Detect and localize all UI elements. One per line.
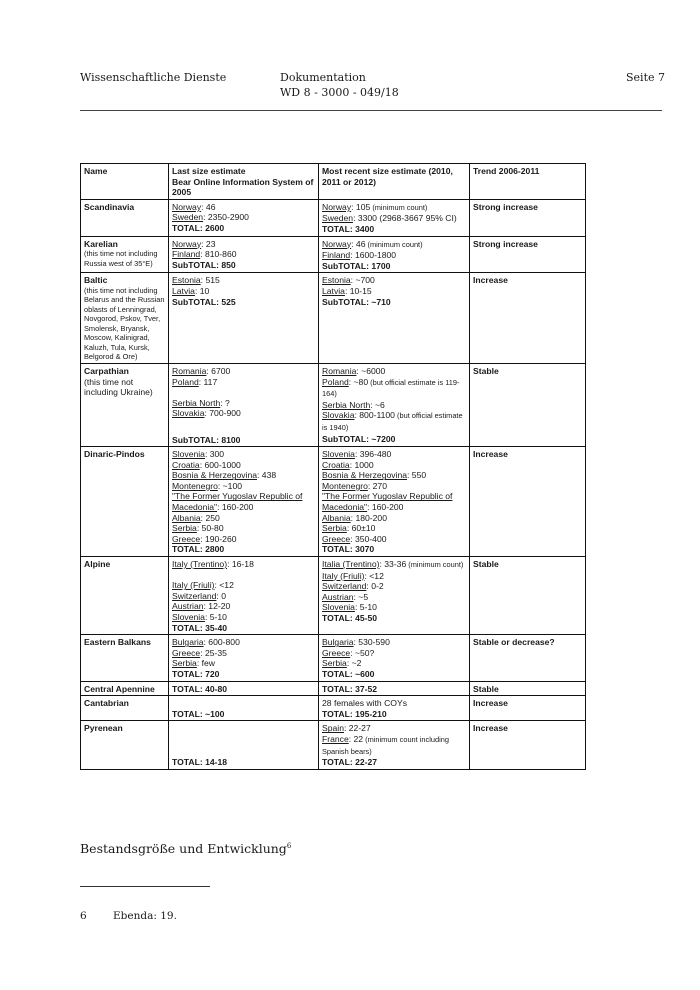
country-link[interactable]: Switzerland <box>172 590 217 601</box>
country-link[interactable]: Macedonia" <box>172 502 218 513</box>
country-link[interactable]: "The Former Yugoslav Republic of <box>172 491 303 502</box>
value-note: (minimum count) <box>370 202 428 212</box>
country-link[interactable]: Spain <box>322 723 344 734</box>
header-last-l1: Last size estimate <box>172 166 246 176</box>
last-estimate-cell: TOTAL: 40-80 <box>169 681 319 696</box>
country-link[interactable]: Serbia <box>322 658 347 669</box>
trend-cell: Stable <box>470 363 586 446</box>
value: : 23 <box>201 238 216 249</box>
table-header-row <box>81 164 586 200</box>
region-name: Alpine <box>81 557 169 635</box>
last-estimate-cell <box>169 696 319 721</box>
value: : 180-200 <box>350 512 387 523</box>
trend-cell: Increase <box>470 696 586 721</box>
total: SubTOTAL: ~7200 <box>322 433 396 444</box>
value: : 33-36 <box>379 559 407 570</box>
header-divider <box>80 110 662 111</box>
country-link[interactable]: Bosnia & Herzegovina <box>322 470 408 481</box>
caption-footnote-ref[interactable]: 6 <box>286 841 292 850</box>
country-link[interactable]: Serbia <box>172 658 197 669</box>
country-link[interactable]: Serbia <box>172 523 197 534</box>
header-doc-type: Dokumentation <box>280 71 366 84</box>
region-note: (this time not including Belarus and the Russian oblasts of Lenningrad, Novgorod, Pskov, Tver, Smolensk, Bryansk, Moscow, Kalinigrad, Kaluzh, Tula, Kursk, Belgorod & Ore) <box>84 285 165 362</box>
value: : ? <box>220 397 230 408</box>
region-name: Cantabrian <box>81 696 169 721</box>
country-link[interactable]: Estonia <box>322 275 351 286</box>
country-link[interactable]: Latvia <box>322 285 345 296</box>
value: : few <box>196 658 215 669</box>
country-link[interactable]: Bulgaria <box>322 637 354 648</box>
value: : 5-10 <box>204 612 227 622</box>
country-link[interactable]: Greece <box>322 533 351 544</box>
header-last-estimate <box>169 164 319 200</box>
trend-cell: Stable <box>470 557 586 635</box>
table-caption <box>80 841 291 856</box>
total: SubTOTAL: ~710 <box>322 296 391 307</box>
country-link[interactable]: Estonia <box>172 275 201 286</box>
table-row <box>81 557 586 635</box>
region-cell <box>81 363 169 446</box>
value: : 700-900 <box>204 408 241 419</box>
value-note: (but official estimate is 119-164) <box>322 377 460 399</box>
country-link[interactable]: Slovenia <box>172 612 205 622</box>
total: TOTAL: 2600 <box>172 222 225 233</box>
header-last-l2: Bear Online Information System of 2005 <box>172 176 314 198</box>
total: SubTOTAL: 850 <box>172 259 236 270</box>
recent-estimate-cell <box>319 696 470 721</box>
header-institution: Wissenschaftliche Dienste <box>80 71 227 84</box>
region-note: (this time not including Ukraine) <box>84 376 153 398</box>
trend-cell: Strong increase <box>470 236 586 273</box>
region-name: Pyrenean <box>81 721 169 769</box>
recent-estimate-cell <box>319 557 470 635</box>
trend-cell: Increase <box>470 447 586 557</box>
country-link[interactable]: Norway <box>322 201 352 212</box>
country-link[interactable]: Macedonia" <box>322 502 368 513</box>
header-page-number: Seite 7 <box>626 71 665 84</box>
value: : ~2 <box>346 658 362 669</box>
value: : 396-480 <box>354 449 392 460</box>
value-note: (minimum count) <box>406 560 464 570</box>
last-estimate-cell <box>169 447 319 557</box>
country-link[interactable]: Poland <box>172 376 199 387</box>
table-row <box>81 447 586 557</box>
recent-estimate-cell <box>319 721 470 769</box>
country-link[interactable]: Bosnia & Herzegovina <box>172 470 258 481</box>
total: TOTAL: 195-210 <box>322 708 387 719</box>
recent-estimate-cell <box>319 363 470 446</box>
value: : 1000 <box>349 459 374 470</box>
country-link[interactable]: Switzerland <box>322 581 367 592</box>
value: : 270 <box>367 480 387 491</box>
country-link[interactable]: Greece <box>172 647 201 658</box>
region-name: Baltic <box>84 275 108 286</box>
last-estimate-cell <box>169 273 319 364</box>
value: : ~50? <box>350 647 375 658</box>
value-note: (minimum count) <box>365 239 423 249</box>
country-link[interactable]: Montenegro <box>322 480 368 491</box>
country-link[interactable]: Croatia <box>322 459 350 470</box>
recent-estimate-cell <box>319 273 470 364</box>
value: : 1600-1800 <box>350 250 397 261</box>
country-link[interactable]: Latvia <box>172 285 195 296</box>
country-link[interactable]: Sweden <box>172 212 204 223</box>
country-link[interactable]: Italia (Trentino) <box>322 559 380 570</box>
table-row <box>81 696 586 721</box>
value: : 3300 (2968-3667 95% CI) <box>353 213 457 224</box>
value: : 46 <box>351 238 366 249</box>
region-name: Scandinavia <box>81 199 169 236</box>
value: : 5-10 <box>354 602 377 613</box>
value: : 515 <box>200 275 220 286</box>
total: TOTAL: 3070 <box>322 544 375 555</box>
last-estimate-cell <box>169 236 319 273</box>
total: TOTAL: 22-27 <box>322 757 378 768</box>
value: : 300 <box>204 449 225 460</box>
country-link[interactable]: Sweden <box>322 213 354 224</box>
region-name: Carpathian <box>84 365 129 376</box>
value: : 50-80 <box>196 523 224 534</box>
value: : 12-20 <box>203 601 231 612</box>
last-estimate-cell <box>169 721 319 769</box>
last-estimate-cell <box>169 363 319 446</box>
country-link[interactable]: Slovakia <box>322 410 355 421</box>
value: : 530-590 <box>353 637 390 648</box>
country-link[interactable]: Albania <box>322 512 351 523</box>
value: : 550 <box>407 470 427 481</box>
country-link[interactable]: Norway <box>322 238 352 249</box>
value: : ~5 <box>353 591 369 602</box>
country-link[interactable]: Italy (Trentino) <box>172 559 228 570</box>
country-link[interactable]: Slovenia <box>322 602 355 613</box>
value: : 22 <box>348 733 364 744</box>
total: TOTAL: 2800 <box>172 544 225 555</box>
total: TOTAL: ~100 <box>172 708 225 719</box>
value: : 10 <box>194 285 210 296</box>
country-link[interactable]: Slovenia <box>322 449 355 460</box>
country-link[interactable]: Montenegro <box>172 480 218 491</box>
trend-cell: Stable <box>470 681 586 696</box>
value: : 350-400 <box>350 533 387 544</box>
value: : 160-200 <box>217 502 254 513</box>
table-row <box>81 721 586 769</box>
value: : <12 <box>364 570 384 581</box>
country-link[interactable]: Greece <box>172 533 201 544</box>
value: : 0 <box>216 590 226 601</box>
last-estimate-cell <box>169 557 319 635</box>
country-link[interactable]: Poland <box>322 376 349 387</box>
value: : ~6000 <box>356 365 386 376</box>
total: TOTAL: 720 <box>172 668 220 679</box>
recent-estimate-cell <box>319 236 470 273</box>
trend-cell: Increase <box>470 273 586 364</box>
value: : 250 <box>200 512 220 523</box>
country-link[interactable]: Austrian <box>322 591 354 602</box>
country-link[interactable]: Italy (Friuli) <box>322 570 365 581</box>
total: TOTAL: 14-18 <box>172 757 228 768</box>
trend-cell: Increase <box>470 721 586 769</box>
region-name: Eastern Balkans <box>81 635 169 681</box>
value: : 117 <box>198 376 218 387</box>
value: : ~700 <box>350 275 375 286</box>
value: : ~100 <box>217 480 243 491</box>
country-link[interactable]: Greece <box>322 647 351 658</box>
recent-estimate-cell <box>319 635 470 681</box>
value: : 800-1100 <box>354 410 395 421</box>
total: SubTOTAL: 1700 <box>322 260 391 271</box>
caption-text: Bestandsgröße und Entwicklung <box>80 841 287 856</box>
country-link[interactable]: Serbia North <box>172 397 221 408</box>
value: : 46 <box>201 201 216 212</box>
footnote-text: Ebenda: 19. <box>113 910 177 922</box>
region-name: Karelian <box>84 238 118 249</box>
total: SubTOTAL: 8100 <box>172 434 241 445</box>
country-link[interactable]: Norway <box>172 201 202 212</box>
country-link[interactable]: Albania <box>172 512 201 523</box>
country-link[interactable]: Bulgaria <box>172 637 204 648</box>
country-link[interactable]: Finland <box>322 250 351 261</box>
value: : 22-27 <box>343 723 371 734</box>
value-note: (minimum count including Spanish bears) <box>322 734 449 756</box>
value: 28 females with COYs <box>322 698 408 709</box>
country-link[interactable]: Slovakia <box>172 408 205 419</box>
value: : 600-1000 <box>199 459 241 470</box>
value: : <12 <box>214 580 234 591</box>
country-link[interactable]: Norway <box>172 238 202 249</box>
value: : 10-15 <box>344 285 372 296</box>
table-row <box>81 273 586 364</box>
bear-population-table <box>80 163 586 770</box>
value: : 60±10 <box>346 523 376 534</box>
country-link[interactable]: Slovenia <box>172 449 205 460</box>
value: : 2350-2900 <box>203 212 249 223</box>
value: : 16-18 <box>227 559 254 570</box>
country-link[interactable]: Croatia <box>172 459 200 470</box>
total: TOTAL: ~600 <box>322 668 375 679</box>
header-document-info <box>280 70 399 100</box>
header-trend: Trend 2006-2011 <box>470 164 586 200</box>
last-estimate-cell <box>169 635 319 681</box>
country-link[interactable]: Finland <box>172 249 201 260</box>
country-link[interactable]: Romania <box>172 365 207 376</box>
header-recent-estimate: Most recent size estimate (2010, 2011 or 2012) <box>319 164 470 200</box>
total: SubTOTAL: 525 <box>172 296 236 307</box>
value: : ~6 <box>370 399 385 410</box>
footnote-number: 6 <box>80 910 87 922</box>
total: TOTAL: 45-50 <box>322 613 378 623</box>
value: : 438 <box>257 470 277 481</box>
value: : 25-35 <box>200 647 227 658</box>
country-link[interactable]: Austrian <box>172 601 204 612</box>
region-note: (this time not including Russia west of 35°E) <box>84 249 158 268</box>
value: : 810-860 <box>200 249 237 260</box>
value: : 600-800 <box>203 637 240 648</box>
country-link[interactable]: France <box>322 733 349 744</box>
trend-cell: Strong increase <box>470 199 586 236</box>
region-cell <box>81 273 169 364</box>
region-name: Central Apennine <box>81 681 169 696</box>
value: : 105 <box>351 201 371 212</box>
table-row <box>81 199 586 236</box>
header-doc-number: WD 8 - 3000 - 049/18 <box>280 86 399 99</box>
value: : 6700 <box>206 365 231 376</box>
total: TOTAL: 3400 <box>322 223 375 234</box>
region-name: Dinaric-Pindos <box>81 447 169 557</box>
country-link[interactable]: Romania <box>322 365 357 376</box>
footnote-divider <box>80 886 210 887</box>
table-row <box>81 681 586 696</box>
table-row <box>81 236 586 273</box>
table-row <box>81 363 586 446</box>
country-link[interactable]: Serbia <box>322 523 347 534</box>
value: : ~80 <box>348 376 369 387</box>
recent-estimate-cell <box>319 447 470 557</box>
country-link[interactable]: Serbia North <box>322 399 371 410</box>
value: : 0-2 <box>366 581 384 592</box>
recent-estimate-cell: TOTAL: 37-52 <box>319 681 470 696</box>
region-cell <box>81 236 169 273</box>
country-link[interactable]: Italy (Friuli) <box>172 580 215 591</box>
trend-cell: Stable or decrease? <box>470 635 586 681</box>
value: : 190-260 <box>200 533 237 544</box>
table-row <box>81 635 586 681</box>
value: : 160-200 <box>367 502 404 513</box>
value-note: (but official estimate is 1940) <box>322 411 463 432</box>
header-name: Name <box>81 164 169 200</box>
last-estimate-cell <box>169 199 319 236</box>
country-link[interactable]: "The Former Yugoslav Republic of <box>322 491 453 502</box>
recent-estimate-cell <box>319 199 470 236</box>
total: TOTAL: 35-40 <box>172 622 228 633</box>
